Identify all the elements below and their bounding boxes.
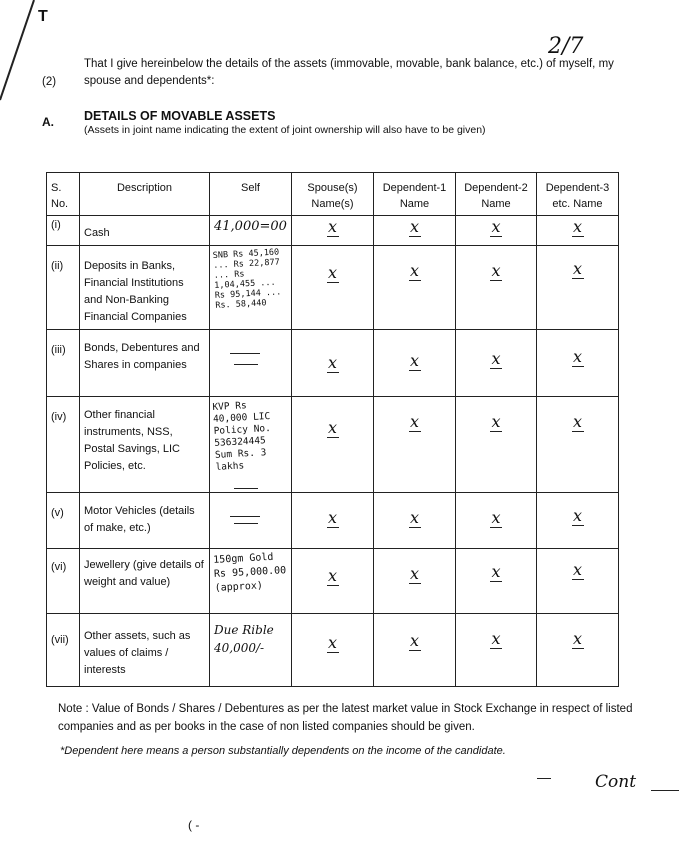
nil-mark: x — [541, 414, 614, 432]
row-self — [210, 549, 292, 614]
header-dependent-3: Dependent-3 etc. Name — [537, 173, 619, 216]
nil-mark: x — [541, 219, 614, 237]
nil-mark: x — [460, 564, 532, 582]
nil-mark: x — [460, 219, 532, 237]
page-number: 2/7 — [548, 34, 584, 59]
row-spouse — [292, 397, 374, 493]
header-dependent-1: Dependent-1 Name — [374, 173, 456, 216]
row-number: (v) — [47, 493, 80, 549]
nil-dash — [234, 488, 258, 489]
table-header-row — [47, 173, 619, 216]
table-row — [47, 246, 619, 330]
row-self — [210, 216, 292, 246]
table-row — [47, 493, 619, 549]
note-text: Value of Bonds / Shares / Debentures as per the latest market value in Stock Exchange in respect of listed companies and as per books in the case of non listed companies should be given. — [58, 703, 633, 733]
nil-mark: x — [378, 510, 451, 528]
row-dependent-3 — [537, 549, 619, 614]
row-spouse — [292, 493, 374, 549]
row-spouse — [292, 549, 374, 614]
row-dependent-2 — [456, 549, 537, 614]
row-description: Motor Vehicles (details of make, etc.) — [80, 493, 210, 549]
header-sno: S. No. — [47, 173, 80, 216]
row-spouse — [292, 330, 374, 397]
row-dependent-2 — [456, 246, 537, 330]
row-self — [210, 397, 292, 493]
header-dependent-2: Dependent-2 Name — [456, 173, 537, 216]
nil-dash — [234, 523, 258, 524]
header-spouse: Spouse(s) Name(s) — [292, 173, 374, 216]
page-edge-line — [0, 0, 40, 110]
nil-mark: x — [296, 355, 369, 373]
self-value: 41,000=00 — [214, 219, 287, 234]
nil-mark: x — [296, 635, 369, 653]
row-dependent-3 — [537, 246, 619, 330]
row-dependent-1 — [374, 330, 456, 397]
row-dependent-1 — [374, 549, 456, 614]
row-description: Other financial instruments, NSS, Postal Savings, LIC Policies, etc. — [80, 397, 210, 493]
header-self: Self — [210, 173, 292, 216]
row-dependent-2 — [456, 330, 537, 397]
continued-line — [651, 790, 679, 791]
row-spouse — [292, 246, 374, 330]
nil-mark: x — [378, 566, 451, 584]
nil-mark: x — [378, 219, 451, 237]
intro-text: That I give hereinbelow the details of the assets (immovable, movable, bank balance, etc.) of myself, my spouse and dependents*: — [84, 58, 614, 87]
note — [58, 700, 648, 736]
row-dependent-2 — [456, 614, 537, 687]
nil-mark: x — [541, 562, 614, 580]
nil-dash — [230, 516, 260, 517]
nil-mark: x — [296, 265, 369, 283]
section-title: DETAILS OF MOVABLE ASSETS — [84, 109, 276, 123]
row-spouse — [292, 216, 374, 246]
nil-mark: x — [296, 510, 369, 528]
table-row — [47, 549, 619, 614]
row-number: (ii) — [47, 246, 80, 330]
row-dependent-1 — [374, 246, 456, 330]
nil-mark: x — [460, 263, 532, 281]
row-description: Cash — [80, 216, 210, 246]
nil-mark: x — [460, 414, 532, 432]
row-self — [210, 246, 292, 330]
section-letter: A. — [42, 115, 54, 129]
self-value: KVP Rs 40,000 LIC Policy No. 536324445 Sum Rs. 3 lakhs — [212, 400, 272, 473]
nil-mark: x — [541, 349, 614, 367]
footer-mark: ( - — [188, 818, 200, 832]
nil-mark: x — [296, 219, 369, 237]
nil-mark: x — [296, 420, 369, 438]
row-description: Jewellery (give details of weight and value) — [80, 549, 210, 614]
row-dependent-3 — [537, 397, 619, 493]
nil-mark: x — [460, 510, 532, 528]
movable-assets-table — [46, 172, 619, 687]
row-dependent-2 — [456, 493, 537, 549]
nil-mark: x — [541, 261, 614, 279]
row-dependent-1 — [374, 614, 456, 687]
row-number: (vi) — [47, 549, 80, 614]
note-label: Note : — [58, 703, 89, 715]
continued-mark: Cont — [595, 772, 637, 792]
row-dependent-3 — [537, 216, 619, 246]
nil-mark: x — [378, 633, 451, 651]
corner-mark: T — [38, 8, 48, 25]
row-dependent-2 — [456, 216, 537, 246]
header-description: Description — [80, 173, 210, 216]
self-value: 150gm Gold Rs 95,000.00 (approx) — [213, 551, 287, 594]
nil-mark: x — [460, 351, 532, 369]
row-spouse — [292, 614, 374, 687]
section-subtitle: (Assets in joint name indicating the extent of joint ownership will also have to be given) — [84, 124, 486, 136]
row-dependent-2 — [456, 397, 537, 493]
dependent-note: *Dependent here means a person substantially dependents on the income of the candidate. — [60, 745, 506, 757]
table-row — [47, 216, 619, 246]
row-dependent-1 — [374, 397, 456, 493]
self-value: Due Rible 40,000/- — [214, 623, 274, 655]
nil-mark: x — [296, 568, 369, 586]
nil-dash — [234, 364, 258, 365]
row-self — [210, 330, 292, 397]
row-description: Deposits in Banks, Financial Institutions and Non-Banking Financial Companies — [80, 246, 210, 330]
row-self — [210, 493, 292, 549]
row-dependent-3 — [537, 493, 619, 549]
row-self — [210, 614, 292, 687]
row-number: (iii) — [47, 330, 80, 397]
nil-dash — [230, 353, 260, 354]
signature-dash — [537, 778, 551, 779]
nil-mark: x — [541, 631, 614, 649]
nil-mark: x — [378, 414, 451, 432]
item-number: (2) — [42, 76, 57, 88]
row-number: (iv) — [47, 397, 80, 493]
row-dependent-3 — [537, 330, 619, 397]
self-value: SNB Rs 45,160 ... Rs 22,877 ... Rs 1,04,455 ... Rs 95,144 ... Rs. 58,440 — [212, 247, 282, 311]
row-number: (vii) — [47, 614, 80, 687]
table-row — [47, 614, 619, 687]
nil-mark: x — [460, 631, 532, 649]
row-description: Bonds, Debentures and Shares in companies — [80, 330, 210, 397]
row-dependent-1 — [374, 493, 456, 549]
row-number: (i) — [47, 216, 80, 246]
nil-mark: x — [378, 353, 451, 371]
row-description: Other assets, such as values of claims / interests — [80, 614, 210, 687]
nil-mark: x — [541, 508, 614, 526]
table-row — [47, 330, 619, 397]
row-dependent-1 — [374, 216, 456, 246]
row-dependent-3 — [537, 614, 619, 687]
table-row — [47, 397, 619, 493]
nil-mark: x — [378, 263, 451, 281]
